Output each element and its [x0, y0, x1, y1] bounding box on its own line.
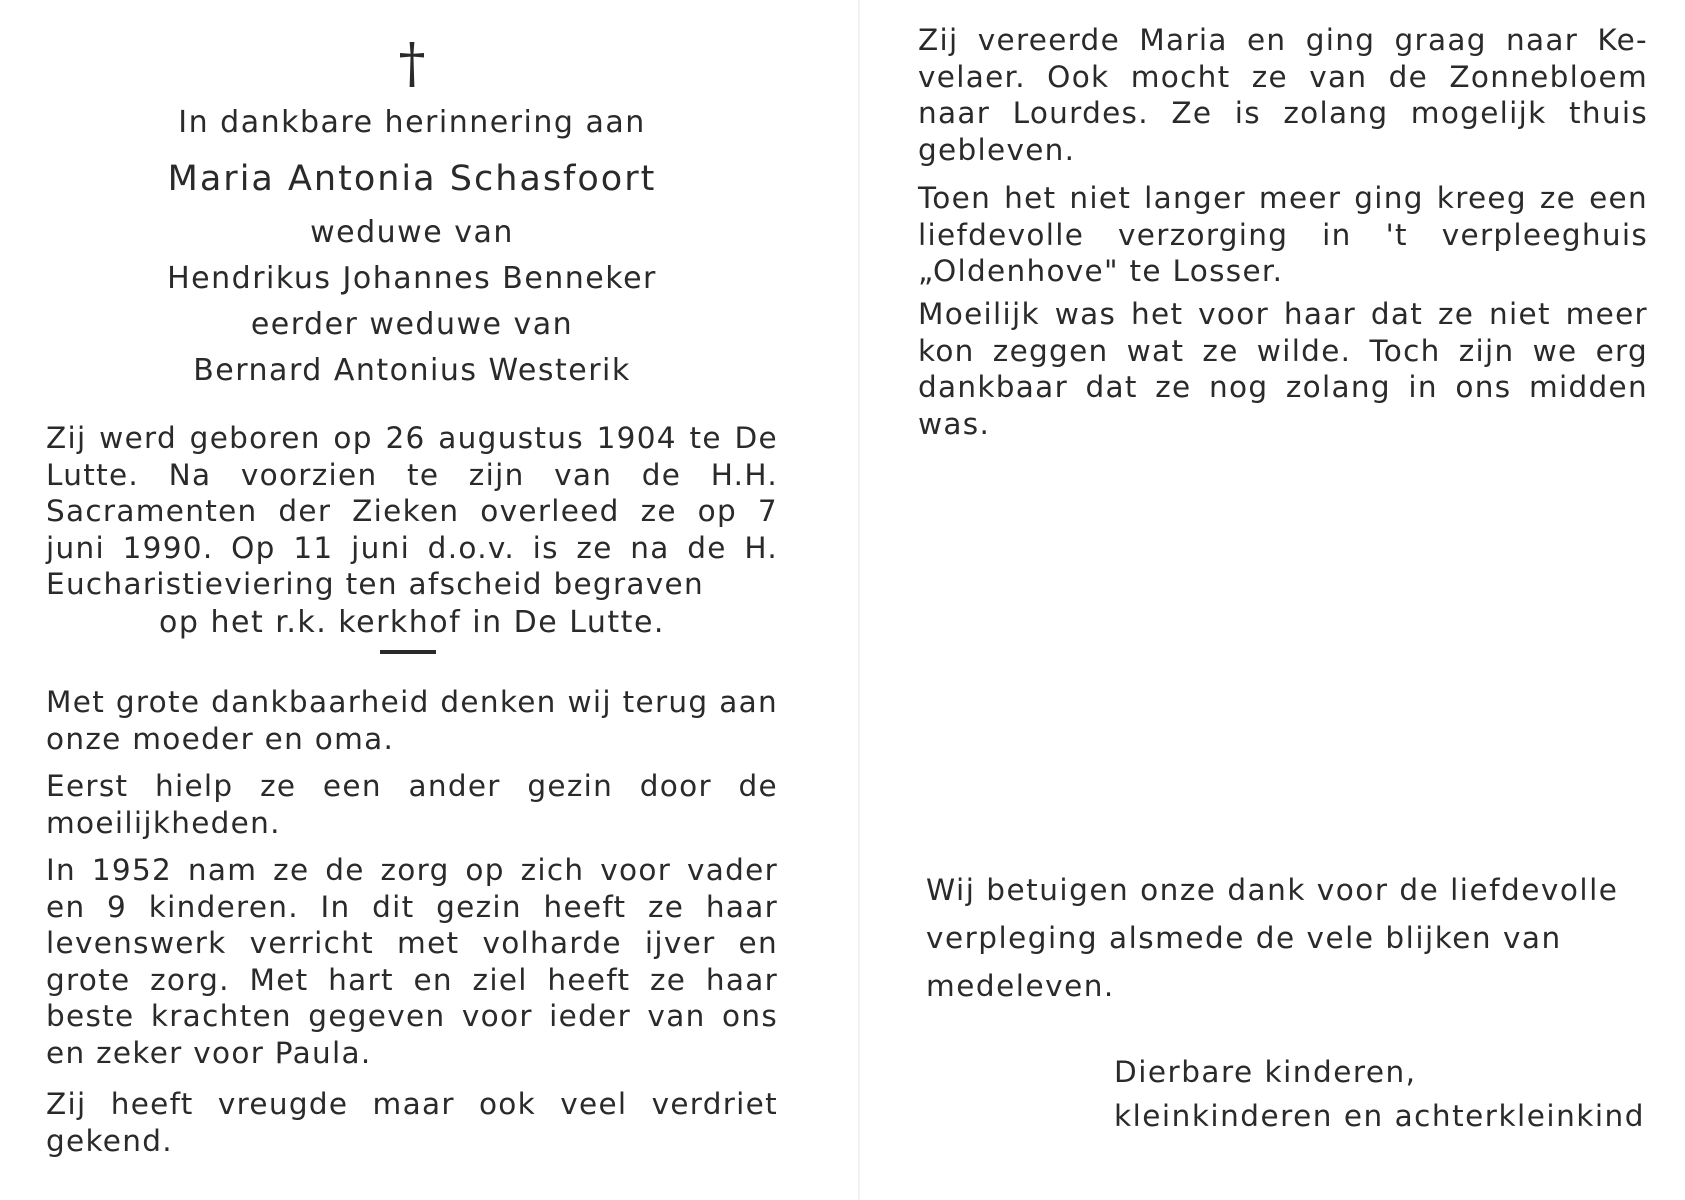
husband-name: Hendrikus Johannes Benneker	[167, 261, 657, 296]
intro-line: In dankbare herinnering aan	[178, 105, 646, 140]
signature-line-1: Dierbare kinderen,	[1114, 1055, 1417, 1089]
divider	[380, 650, 436, 654]
earlier-widow-of-label: eerder weduwe van	[250, 307, 574, 342]
signature-line-2: kleinkinderen en achterkleinkind	[1114, 1099, 1645, 1133]
thanks-paragraph: Wij betuigen onze dank voor de liefdevolle verpleging alsmede de vele blijken van medeleven.	[926, 873, 1619, 1003]
widow-of-label: weduwe van	[310, 215, 514, 250]
right-paragraph-2: Toen het niet langer meer ging kreeg ze een liefdevolle verzorging in 't verpleeghuis „Oldenhove" te Losser.	[918, 181, 1648, 288]
right-paragraph-1: Zij vereerde Maria en ging graag naar Ke-velaer. Ook mocht ze van de Zonnebloem naar Lourdes. Ze is zolang mogelijk thuis gebleven.	[918, 23, 1648, 167]
memory-paragraph-2: Eerst hielp ze een ander gezin door de moeilijkheden.	[46, 769, 778, 840]
memory-paragraph-3: In 1952 nam ze de zorg op zich voor vader en 9 kinderen. In dit gezin heeft ze haar levenswerk verricht met volharde ijver en grote zorg. Met hart en ziel heeft ze haar beste krachten gegeven voor ieder van ons en zeker voor Paula.	[46, 853, 778, 1070]
right-paragraph-3: Moeilijk was het voor haar dat ze niet meer kon zeggen wat ze wilde. Toch zijn we erg dankbaar dat ze nog zolang in ons midden was.	[918, 297, 1648, 441]
memory-paragraph-4: Zij heeft vreugde maar ook veel verdriet gekend.	[46, 1087, 778, 1158]
birth-death-paragraph: Zij werd geboren op 26 augustus 1904 te De Lutte. Na voorzien te zijn van de H.H. Sacramenten der Zieken overleed ze op 7 juni 1990. Op 11 juni d.o.v. is ze na de H. Eucharistieviering ten afscheid begraven	[46, 421, 778, 601]
cross-icon: †	[398, 32, 426, 95]
burial-line: op het r.k. kerkhof in De Lutte.	[159, 605, 665, 640]
deceased-name: Maria Antonia Schasfoort	[167, 159, 657, 199]
card-fold	[858, 0, 860, 1200]
first-husband-name: Bernard Antonius Westerik	[193, 353, 631, 388]
memory-paragraph-1: Met grote dankbaarheid denken wij terug aan onze moeder en oma.	[46, 685, 778, 756]
